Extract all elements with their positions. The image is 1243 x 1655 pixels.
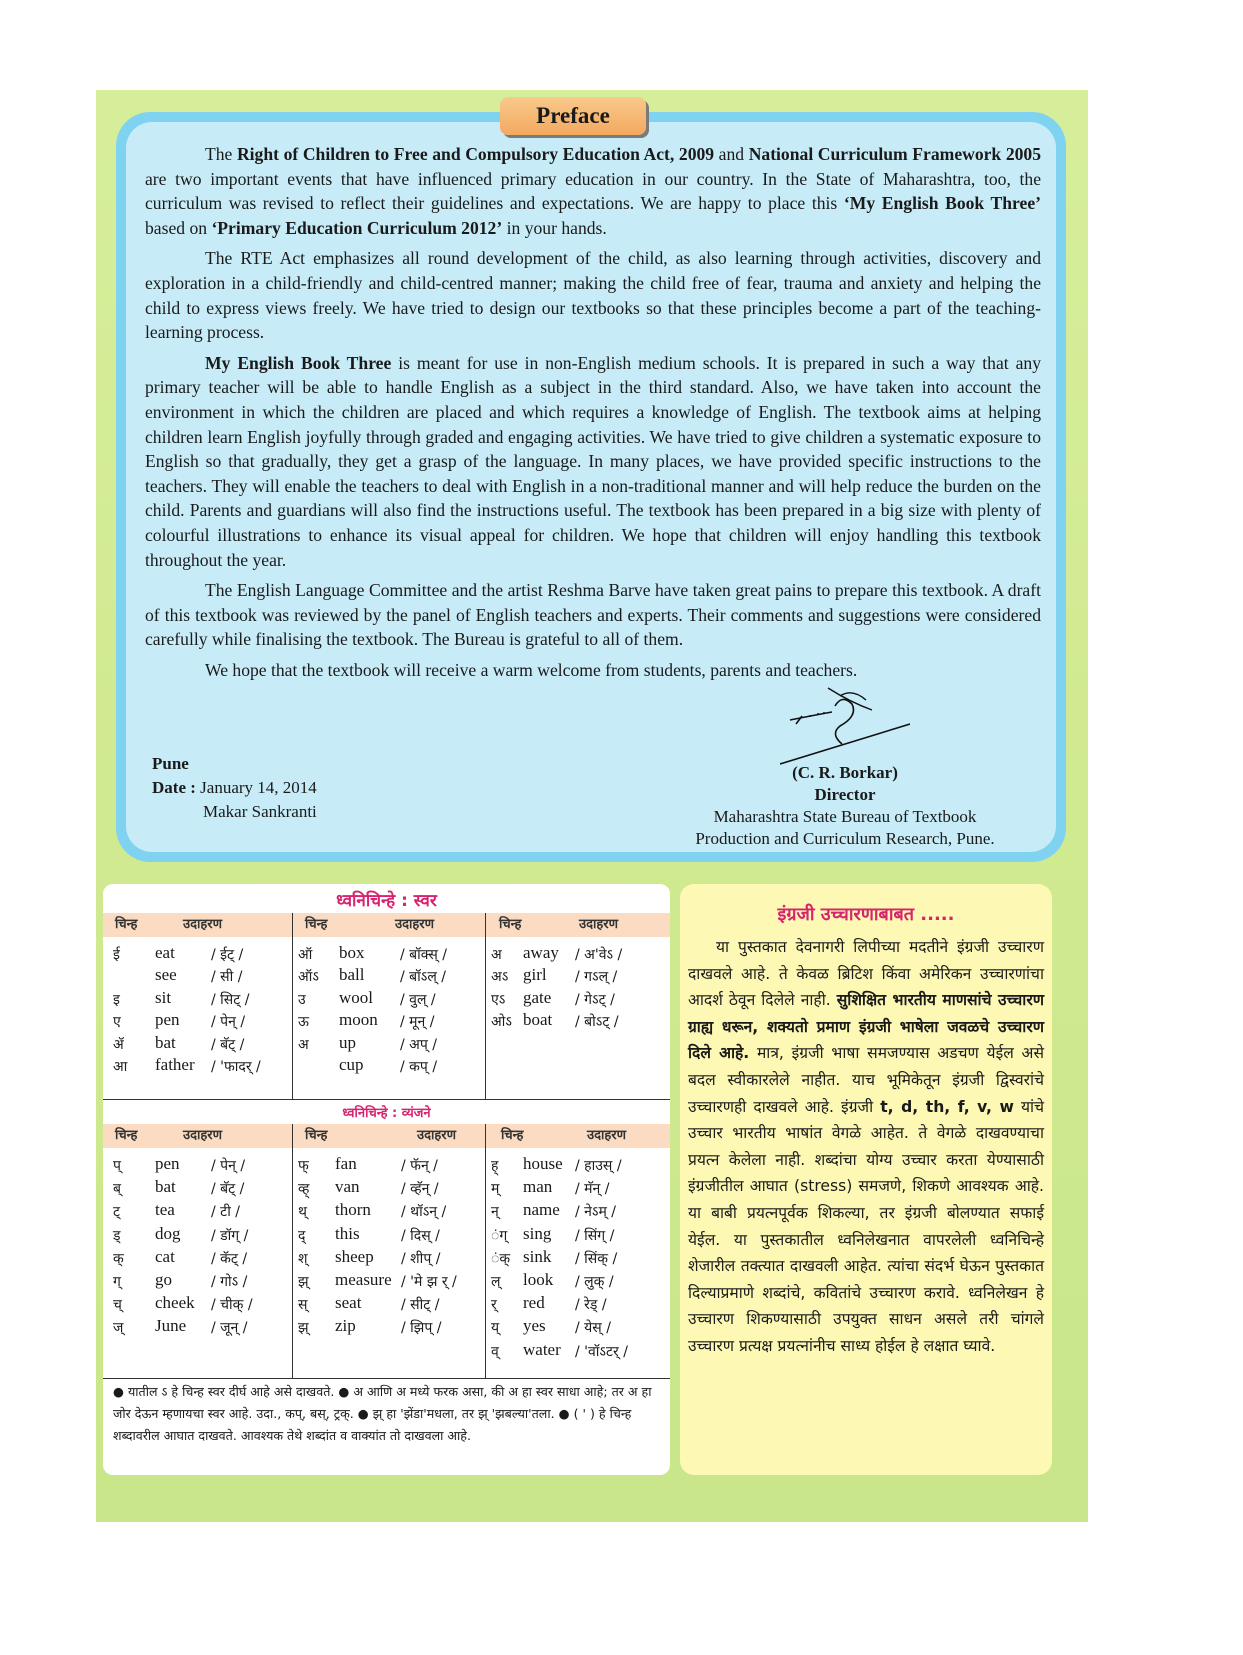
vowel-word: father [155,1055,195,1074]
text: based on [145,217,212,238]
consonant-word: tea [155,1200,175,1220]
column-divider [485,1124,486,1378]
consonant-transcription: / नेऽम् / [575,1204,617,1221]
vowel-transcription: / बॅट् / [211,1036,245,1053]
consonant-symbol: झ् [298,1320,309,1337]
header-example: उदाहरण [417,1128,457,1143]
vowel-symbol: एऽ [491,991,506,1008]
consonant-transcription: / 'वॉऽटर् / [575,1343,628,1360]
consonant-word: van [335,1177,360,1197]
vowel-symbol: ए [113,1014,121,1031]
vowel-symbol: ओऽ [491,1014,512,1031]
organization-line-1: Maharashtra State Bureau of Textbook [713,807,977,826]
consonant-symbol: न् [491,1204,499,1221]
vowel-symbol: अ [491,947,502,963]
consonant-word: cheek [155,1293,195,1313]
vowel-transcription: / मून् / [400,1014,435,1031]
header-symbol: चिन्ह [305,917,328,932]
signer-name: (C. R. Borkar) [792,763,898,782]
date: January 14, 2014 [200,778,317,797]
consonant-symbol: ज् [113,1320,124,1337]
consonant-symbol: थ् [298,1204,307,1221]
preface-paragraph-3 [145,351,1041,572]
pronunciation-title: इंग्रजी उच्चारणाबाबत ..... [777,904,955,925]
vowel-word: box [339,943,365,962]
book-name: ‘My English Book Three’ [843,193,1041,214]
consonant-word: measure [335,1270,392,1289]
text: The [205,144,237,164]
framework-name: National Curriculum Framework 2005 [748,144,1042,164]
consonant-symbol: च् [113,1297,122,1314]
text: यांचे उच्चार भारतीय भाषांत वेगळे आहेत. ते वेगळे दाखवण्याचा प्रयत्न केलेला नाही. शब्दांचा योग्य उच्चार करता येण्यासाठी इंग्रजीतील आघात (stress) समजणे, शिकणे आवश्यक आहे. या बाबी प्रयत्नपूर्वक शिकल्या, तर इंग्रजी बोलण्यात सफाई येईल. या पुस्तकातील ध्वनिलेखनात वापरलेली ध्वनिचिन्हे शेजारील तक्त्यात दाखवली आहेत. त्यांचा संदर्भ घेऊन पुस्तकात दिल्याप्रमाणे शब्दांचे, कवितांचे उच्चारण करावे. ध्वनिलेखन हे उच्चारण शिकण्यासाठी उपयुक्त साधन असले तरी चांगले उच्चारण प्रत्यक्ष प्रयत्नांनीच साध्य होईल हे लक्षात घ्यावे. [688,1097,1044,1355]
consonant-word: house [523,1154,563,1173]
place: Pune [152,754,189,773]
consonant-transcription: / झिप् / [401,1320,442,1337]
pronunciation-text [688,934,1044,1360]
consonant-symbol: ब् [113,1181,121,1198]
consonant-word: zip [335,1316,356,1336]
vowel-word: see [155,965,177,985]
header-symbol: चिन्ह [501,1128,524,1143]
vowel-word: sit [155,987,172,1007]
vowel-transcription: / 'फादर् / [211,1059,261,1075]
consonant-transcription: / मॅन् / [575,1181,610,1198]
vowel-transcription: / अ'वेऽ / [575,947,623,963]
header-example: उदाहरण [183,1128,223,1143]
consonant-symbol: ग् [113,1274,121,1290]
vowel-transcription: / बोऽट् / [575,1014,619,1031]
book-name: My English Book Three [205,352,392,373]
table-separator [103,1378,670,1379]
vowel-word: cup [339,1055,364,1074]
consonant-word: this [335,1223,360,1243]
text: are two important events that have influenced primary education in our country. In the State of Maharashtra, too, the curriculum was revised to reflect their guidelines and expectations. We are happy to place this [145,168,1041,214]
vowel-transcription: / बॉक्स् / [400,947,447,963]
consonant-transcription: / गोऽ / [211,1274,248,1290]
vowel-symbol: ऊ [298,1014,309,1031]
text: या पुस्तकात देवनागरी लिपीच्या मदतीने इंग्रजी उच्चारण दाखवले आहे. ते केवळ ब्रिटिश किंवा अमेरिकन उच्चारणांचा आदर्श ठेवून दिलेले नाही. [688,938,1044,1010]
header-symbol: चिन्ह [305,1128,328,1143]
phonetic-notes: ● यातील ऽ हे चिन्ह स्वर दीर्घ आहे असे दाखवते. ● अ आणि अ मध्ये फरक असा, की अ हा स्वर साधा आहे; तर अ हा जोर देऊन म्हणायचा स्वर आहे. उदा., कप्, बस्, ट्रक्. ● झ् हा 'झेंडा'मधला, तर झ् 'झबल्या'तला. ● ( ' ) हे चिन्ह शब्दावरील आघात दाखवते. आवश्यक तेथे शब्दांत व वाक्यांत तो दाखवला आहे. [113,1384,652,1443]
consonant-transcription: / सिंक् / [575,1250,618,1267]
header-example: उदाहरण [395,917,435,932]
preface-paragraph-5: We hope that the textbook will receive a warm welcome from students, parents and teachers. [205,659,858,680]
place-date-block [152,752,317,824]
consonant-transcription: / लुक् / [575,1274,614,1290]
consonant-word: look [523,1270,554,1289]
consonant-transcription: / सिंग् / [575,1227,615,1244]
consonant-symbol: प् [113,1158,121,1174]
signatory-block [650,762,1040,850]
consonant-word: June [155,1316,187,1336]
consonant-word: pen [155,1154,180,1173]
text: and [714,144,749,164]
vowel-word: gate [523,987,552,1007]
consonant-word: yes [523,1316,546,1336]
consonant-word: name [523,1200,560,1220]
table-separator [103,1099,670,1100]
vowel-word: moon [339,1010,378,1030]
consonant-symbol: फ् [298,1158,309,1174]
consonant-symbol: ड् [113,1227,121,1244]
vowel-transcription: / बॉऽल् / [400,969,446,986]
header-example: उदाहरण [579,917,619,932]
consonant-transcription: / डॉग् / [211,1227,249,1244]
text: in your hands. [502,217,607,238]
consonant-symbol: स् [298,1297,308,1314]
consonant-transcription: / कॅट् / [211,1250,248,1267]
vowel-word: up [339,1032,356,1052]
consonant-symbol: व्ह् [298,1181,310,1198]
consonant-transcription: / सीट् / [401,1297,440,1314]
consonant-symbol: ल् [491,1274,501,1290]
vowel-word: wool [339,987,373,1007]
consonant-transcription: / जून् / [211,1320,248,1337]
consonant-symbol: य् [491,1320,500,1337]
consonant-symbol: ंग् [491,1227,508,1244]
vowels-header-row [103,913,670,937]
preface-paragraph-2: The RTE Act emphasizes all round development of the child, as also learning through activities, discovery and exploration in a child-friendly and child-centred manner; making the child free of fear, trauma and anxiety and helping the child to express views freely. We have tried to design our textbooks so that these principles become a part of the teaching-learning process. [145,248,1041,343]
consonant-word: bat [155,1177,176,1197]
consonant-word: fan [335,1154,357,1173]
consonant-word: seat [335,1293,362,1313]
column-divider [292,913,293,1099]
consonant-word: thorn [335,1200,371,1220]
vowel-transcription: / गऽल् / [575,969,618,986]
emphasis: सुशिक्षित भारतीय माणसांचे उच्चारण ग्राह्य धरून, शक्यतो प्रमाण इंग्रजी भाषेला जवळचे उच्चारण दिले आहे. [688,991,1044,1063]
consonant-transcription: / टी / [211,1204,241,1221]
consonant-symbol: र् [491,1297,497,1314]
header-symbol: चिन्ह [115,917,138,932]
phonetic-symbols-panel [103,884,670,1475]
vowel-symbol: ॲ [113,1036,124,1053]
vowel-symbol: ऑऽ [298,969,319,986]
preface-title: Preface [500,97,646,135]
vowel-symbol: इ [113,991,120,1008]
consonant-word: sheep [335,1246,374,1266]
consonant-symbol: व् [491,1343,499,1360]
vowel-word: bat [155,1032,176,1052]
consonant-transcription: / चीक् / [211,1297,253,1314]
consonant-word: red [523,1293,545,1313]
consonant-symbol: ंक् [491,1250,511,1267]
vowel-word: away [523,943,559,962]
consonant-word: man [523,1177,553,1197]
header-symbol: चिन्ह [115,1128,138,1143]
consonant-symbol: द् [298,1227,306,1244]
organization-line-2: Production and Curriculum Research, Pune. [695,829,995,848]
consonant-transcription: / फॅन् / [401,1158,438,1174]
vowel-symbol: आ [113,1059,128,1075]
vowel-transcription: / सिट् / [211,991,250,1008]
pronunciation-note-panel [680,884,1052,1475]
letters: t, d, th, f, v, w [880,1097,1014,1116]
vowel-transcription: / अप् / [400,1036,437,1053]
consonant-word: dog [155,1223,181,1243]
consonant-word: go [155,1270,172,1289]
column-divider [292,1124,293,1378]
consonants-header-row [103,1124,670,1148]
vowel-transcription: / पेन् / [211,1014,246,1031]
vowel-word: ball [339,965,365,985]
vowel-symbol: अऽ [491,969,509,986]
consonant-word: water [523,1339,561,1359]
consonant-transcription: / दिस् / [401,1227,440,1244]
vowel-word: boat [523,1010,553,1030]
consonant-transcription: / येस् / [575,1320,611,1337]
consonant-transcription: / रेड् / [575,1297,607,1314]
consonant-transcription: / पेन् / [211,1158,246,1174]
designation: Director [814,785,876,804]
vowel-transcription: / वुल् / [400,991,436,1008]
vowel-word: eat [155,943,175,962]
column-divider [485,913,486,1099]
consonant-transcription: / थॉऽन् / [401,1204,447,1221]
vowel-transcription: / कप् / [400,1059,438,1075]
header-example: उदाहरण [183,917,223,932]
consonant-transcription: / हाउस् / [575,1158,622,1174]
vowel-word: pen [155,1010,180,1030]
date-label: Date : [152,778,196,797]
occasion: Makar Sankranti [203,802,317,821]
vowel-symbol: उ [298,991,306,1008]
act-name: Right of Children to Free and Compulsory Education Act, 2009 [236,144,715,164]
consonant-symbol: ट् [113,1204,121,1221]
consonant-word: sink [523,1246,552,1266]
vowel-transcription: / ईट् / [211,947,244,963]
consonant-symbol: ह् [491,1158,499,1174]
preface-body [145,142,1041,688]
consonant-transcription: / व्हॅन् / [401,1181,439,1198]
header-example: उदाहरण [587,1128,627,1143]
text: मात्र, इंग्रजी भाषा समजण्यास अडचण येईल असे बदल स्वीकारलेले नाहीत. याच भूमिकेतून इंग्रजी द्विस्वरांचे उच्चारणही दाखवले आहे. इंग्रजी [688,1044,1044,1116]
consonant-symbol: श् [298,1250,308,1267]
vowel-transcription: / गेऽट् / [575,991,615,1008]
vowel-transcription: / सी / [211,969,243,986]
preface-paragraph-4: The English Language Committee and the artist Reshma Barve have taken great pains to prepare this textbook. A draft of this textbook was reviewed by the panel of English teachers and experts. Their comments and suggestions were considered carefully while finalising the textbook. The Bureau is grateful to all of them. [145,580,1041,650]
consonant-symbol: म् [491,1181,500,1198]
vowel-symbol: अ [298,1036,309,1053]
vowels-table-title: ध्वनिचिन्हे : स्वर [336,891,437,911]
consonant-word: sing [523,1223,552,1243]
curriculum-name: ‘Primary Education Curriculum 2012’ [211,217,503,238]
preface-paragraph-1 [145,142,1041,240]
consonant-symbol: झ् [298,1274,309,1290]
vowel-symbol: ऑ [298,947,313,963]
header-symbol: चिन्ह [499,917,522,932]
vowel-symbol: ई [113,947,120,963]
consonant-transcription: / बॅट् / [211,1181,245,1198]
consonant-symbol: क् [113,1250,124,1267]
consonants-table-title: ध्वनिचिन्हे : व्यंजने [342,1106,431,1121]
signature-image [780,686,910,766]
vowel-word: girl [523,965,547,985]
consonant-word: cat [155,1246,175,1266]
consonant-transcription: / शीप् / [401,1250,441,1267]
text: is meant for use in non-English medium schools. It is prepared in such a way that any primary teacher will be able to handle English as a subject in the third standard. Also, we have taken into account the environment in which the children are placed and which requires a knowledge of English. The textbook aims at helping children learn English joyfully through graded and engaging activities. We have tried to give children a systematic exposure to English so that gradually, they get a grasp of the language. In many places, we have provided specific instructions to the teachers. They will enable the teachers to deal with English in a non-traditional manner and will help reduce the burden on the child. Parents and guardians will also find the instructions useful. The textbook has been prepared in a big size with plenty of colourful illustrations to enhance its visual appeal for children. We hope that children will enjoy handling this textbook throughout the year. [145,352,1042,570]
consonant-transcription: / 'मे झ र् / [401,1274,457,1290]
